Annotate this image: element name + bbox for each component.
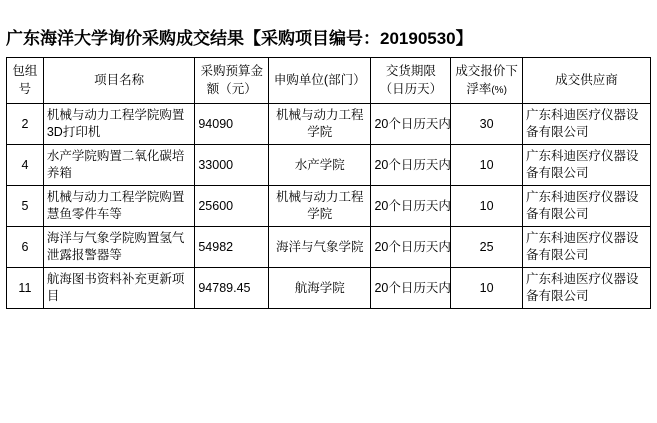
table-row (7, 186, 651, 227)
column-header-delivery: 交货期限（日历天） (371, 58, 451, 104)
cell-unit: 海洋与气象学院 (269, 227, 371, 268)
cell-budget: 94789.45 (195, 268, 269, 309)
cell-delivery: 20个日历天内 (371, 104, 451, 145)
cell-rate: 10 (451, 145, 523, 186)
page-title: 广东海洋大学询价采购成交结果【采购项目编号：20190530】 (6, 29, 473, 48)
cell-rate: 25 (451, 227, 523, 268)
cell-budget: 33000 (195, 145, 269, 186)
cell-project-name: 机械与动力工程学院购置慧鱼零件车等 (43, 186, 195, 227)
cell-group: 4 (7, 145, 44, 186)
cell-rate: 10 (451, 186, 523, 227)
cell-rate: 30 (451, 104, 523, 145)
table-row (7, 227, 651, 268)
cell-group: 11 (7, 268, 44, 309)
cell-project-name: 水产学院购置二氧化碳培养箱 (43, 145, 195, 186)
cell-delivery: 20个日历天内 (371, 268, 451, 309)
column-header-rate (451, 58, 523, 104)
cell-budget: 54982 (195, 227, 269, 268)
cell-unit: 航海学院 (269, 268, 371, 309)
column-header-rate-unit: (%) (491, 84, 507, 96)
cell-budget: 94090 (195, 104, 269, 145)
column-header-supplier: 成交供应商 (522, 58, 650, 104)
cell-budget: 25600 (195, 186, 269, 227)
table-row (7, 104, 651, 145)
cell-delivery: 20个日历天内 (371, 186, 451, 227)
cell-unit: 机械与动力工程学院 (269, 104, 371, 145)
column-header-budget: 采购预算金额（元） (195, 58, 269, 104)
column-header-unit: 申购单位(部门） (269, 58, 371, 104)
cell-group: 2 (7, 104, 44, 145)
cell-delivery: 20个日历天内 (371, 227, 451, 268)
cell-supplier: 广东科迪医疗仪器设备有限公司 (522, 268, 650, 309)
cell-project-name: 机械与动力工程学院购置3D打印机 (43, 104, 195, 145)
table-header-row (7, 58, 651, 104)
table-row (7, 145, 651, 186)
cell-project-name: 航海图书资料补充更新项目 (43, 268, 195, 309)
cell-unit: 水产学院 (269, 145, 371, 186)
cell-supplier: 广东科迪医疗仪器设备有限公司 (522, 227, 650, 268)
table-row (7, 268, 651, 309)
cell-supplier: 广东科迪医疗仪器设备有限公司 (522, 145, 650, 186)
cell-rate: 10 (451, 268, 523, 309)
cell-project-name: 海洋与气象学院购置氢气泄露报警器等 (43, 227, 195, 268)
cell-supplier: 广东科迪医疗仪器设备有限公司 (522, 186, 650, 227)
cell-delivery: 20个日历天内 (371, 145, 451, 186)
procurement-result-table (6, 57, 651, 309)
cell-unit: 机械与动力工程学院 (269, 186, 371, 227)
column-header-rate-text: 成交报价下浮率 (455, 64, 518, 96)
cell-group: 6 (7, 227, 44, 268)
column-header-group: 包组号 (7, 58, 44, 104)
cell-group: 5 (7, 186, 44, 227)
table-body (7, 104, 651, 309)
cell-supplier: 广东科迪医疗仪器设备有限公司 (522, 104, 650, 145)
column-header-project-name: 项目名称 (43, 58, 195, 104)
